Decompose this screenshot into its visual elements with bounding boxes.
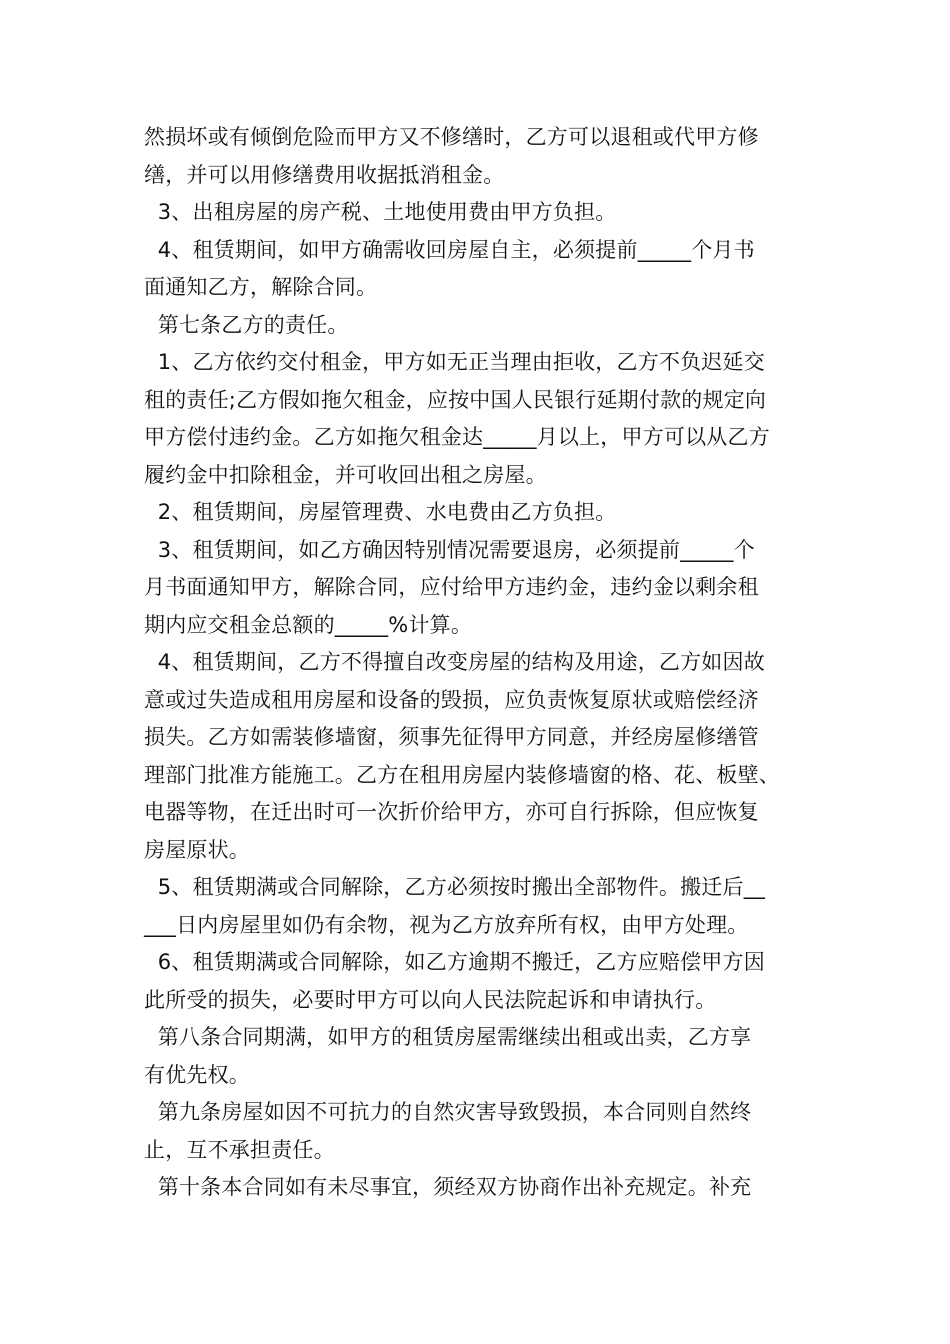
text-line: 3、出租房屋的房产税、土地使用费由甲方负担。 — [144, 200, 617, 224]
text-line: 5、租赁期满或合同解除，乙方必须按时搬出全部物件。搬迁后__ — [144, 875, 766, 899]
text-line: 1、乙方依约交付租金，甲方如无正当理由拒收，乙方不负迟延交 — [144, 350, 765, 374]
section-heading: 第七条乙方的责任。 — [144, 313, 349, 337]
text-line: 第九条房屋如因不可抗力的自然灾害导致毁损，本合同则自然终 — [144, 1100, 752, 1124]
text-line: 第十条本合同如有未尽事宜，须经双方协商作出补充规定。补充 — [144, 1175, 752, 1199]
text-line: 缮，并可以用修缮费用收据抵消租金。 — [144, 163, 505, 187]
text-line: 4、租赁期间，如甲方确需收回房屋自主，必须提前_____个月书 — [144, 238, 755, 262]
text-line: 期内应交租金总额的_____%计算。 — [144, 613, 473, 637]
text-line: 理部门批准方能施工。乙方在租用房屋内装修墙窗的格、花、板壁、 — [144, 763, 780, 787]
text-line: 3、租赁期间，如乙方确因特别情况需要退房，必须提前_____个 — [144, 538, 755, 562]
text-line: 此所受的损失，必要时甲方可以向人民法院起诉和申请执行。 — [144, 988, 717, 1012]
text-line: ___日内房屋里如仍有余物，视为乙方放弃所有权，由甲方处理。 — [144, 913, 749, 937]
text-line: 电器等物，在迁出时可一次折价给甲方，亦可自行拆除，但应恢复 — [144, 800, 759, 824]
text-line: 甲方偿付违约金。乙方如拖欠租金达_____月以上，甲方可以从乙方 — [144, 425, 770, 449]
text-line: 第八条合同期满，如甲方的租赁房屋需继续出租或出卖，乙方享 — [144, 1025, 752, 1049]
text-line: 租的责任;乙方假如拖欠租金，应按中国人民银行延期付款的规定向 — [144, 388, 767, 412]
text-line: 有优先权。 — [144, 1063, 250, 1087]
text-line: 止，互不承担责任。 — [144, 1138, 335, 1162]
text-line: 履约金中扣除租金，并可收回出租之房屋。 — [144, 463, 547, 487]
text-line: 6、租赁期满或合同解除，如乙方逾期不搬迁，乙方应赔偿甲方因 — [144, 950, 765, 974]
text-line: 月书面通知甲方，解除合同，应付给甲方违约金，违约金以剩余租 — [144, 575, 759, 599]
text-line: 2、租赁期间，房屋管理费、水电费由乙方负担。 — [144, 500, 617, 524]
text-line: 损失。乙方如需装修墙窗，须事先征得甲方同意，并经房屋修缮管 — [144, 725, 759, 749]
text-line: 房屋原状。 — [144, 838, 250, 862]
text-line: 意或过失造成租用房屋和设备的毁损，应负责恢复原状或赔偿经济 — [144, 688, 759, 712]
text-line: 面通知乙方，解除合同。 — [144, 275, 378, 299]
text-line: 然损坏或有倾倒危险而甲方又不修缮时，乙方可以退租或代甲方修 — [144, 125, 759, 149]
text-line: 4、租赁期间，乙方不得擅自改变房屋的结构及用途，乙方如因故 — [144, 650, 765, 674]
